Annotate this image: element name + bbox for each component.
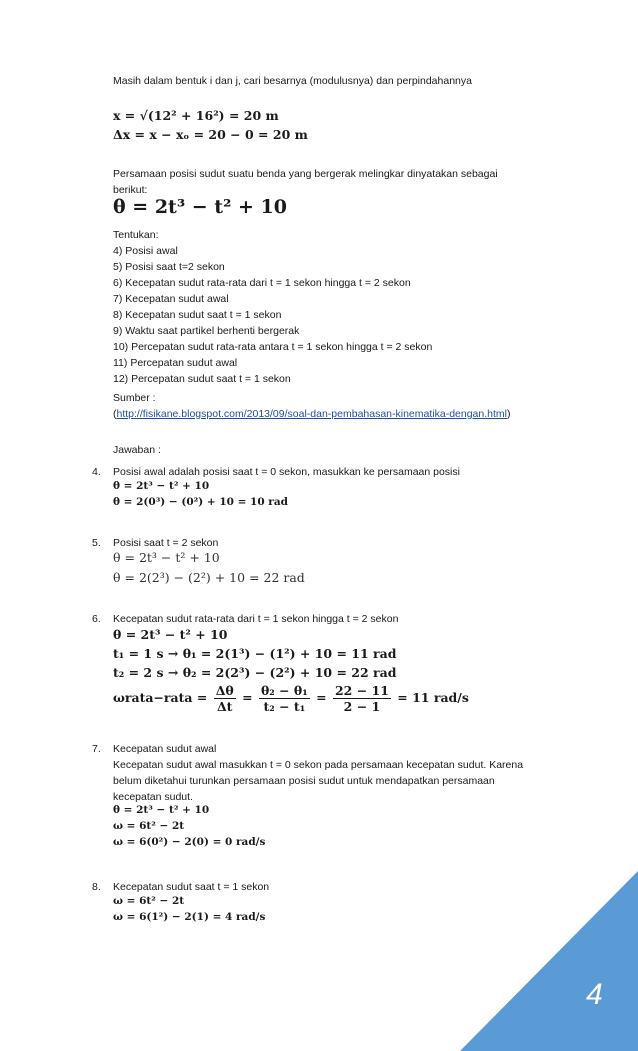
source-link[interactable]: http://fisikane.blogspot.com/2013/09/soal-dan-pembahasan-kinematika-dengan.html: [116, 408, 507, 420]
answer-7-line-2: belum diketahui turunkan persamaan posisi sudut untuk mendapatkan persamaan: [113, 775, 495, 787]
answer-7-eq-1: θ = 2t³ − t² + 10: [113, 804, 210, 816]
problem-equation: θ = 2t³ − t² + 10: [113, 196, 287, 218]
tentukan-label: Tentukan:: [113, 229, 159, 241]
equals-sign: =: [242, 690, 253, 705]
equation-modulus: x = √(12² + 16²) = 20 m: [113, 108, 279, 123]
problem-line-1: Persamaan posisi sudut suatu benda yang bergerak melingkar dinyatakan sebagai: [113, 168, 498, 180]
intro-line: Masih dalam bentuk i dan j, cari besarnya (modulusnya) dan perpindahannya: [113, 75, 472, 87]
answer-5-eq-1: θ = 2t³ − t² + 10: [113, 550, 220, 565]
question-item: 7) Kecepatan sudut awal: [113, 293, 229, 305]
answer-4-eq-1: θ = 2t³ − t² + 10: [113, 480, 210, 492]
answer-8-number: 8.: [92, 881, 101, 893]
question-item: 6) Kecepatan sudut rata-rata dari t = 1 sekon hingga t = 2 sekon: [113, 277, 411, 289]
question-item: 9) Waktu saat partikel berhenti bergerak: [113, 325, 300, 337]
fraction-theta-t: [259, 683, 310, 714]
answer-6-number: 6.: [92, 613, 101, 625]
fraction-denominator: t₂ − t₁: [263, 699, 306, 714]
answer-6-text: Kecepatan sudut rata-rata dari t = 1 sekon hingga t = 2 sekon: [113, 613, 399, 625]
question-item: 12) Percepatan sudut saat t = 1 sekon: [113, 373, 291, 385]
source-label: Sumber :: [113, 392, 156, 404]
answer-5-eq-2: θ = 2(2³) − (2²) + 10 = 22 rad: [113, 570, 305, 585]
answers-heading: Jawaban :: [113, 444, 161, 456]
page-corner-triangle: [460, 871, 638, 1051]
source-paren-close: ): [506, 408, 511, 420]
problem-line-2: berikut:: [113, 184, 148, 196]
answer-5-number: 5.: [92, 537, 101, 549]
question-item: 11) Percepatan sudut awal: [113, 357, 238, 369]
question-item: 4) Posisi awal: [113, 245, 178, 257]
omega-average-lhs: ωrata−rata =: [113, 690, 208, 705]
answer-8-eq-1: ω = 6t² − 2t: [113, 895, 185, 907]
answer-7-number: 7.: [92, 743, 101, 755]
fraction-values: [333, 683, 391, 714]
equation-displacement: Δx = x − xₒ = 20 − 0 = 20 m: [113, 127, 308, 142]
answer-7-eq-2: ω = 6t² − 2t: [113, 820, 185, 832]
fraction-numerator: θ₂ − θ₁: [260, 683, 308, 698]
page-number: 4: [586, 978, 603, 1011]
answer-8-eq-2: ω = 6(1²) − 2(1) = 4 rad/s: [113, 911, 266, 923]
source-citation: [113, 408, 510, 421]
fraction-denominator: Δt: [216, 699, 233, 714]
answer-7-title: Kecepatan sudut awal: [113, 743, 217, 755]
answer-8-text: Kecepatan sudut saat t = 1 sekon: [113, 881, 270, 893]
answer-6-eq-2: t₁ = 1 s → θ₁ = 2(1³) − (1²) + 10 = 11 rad: [113, 646, 397, 661]
question-item: 10) Percepatan sudut rata-rata antara t = 1 sekon hingga t = 2 sekon: [113, 341, 433, 353]
fraction-numerator: 22 − 11: [334, 683, 389, 698]
answer-7-eq-3: ω = 6(0²) − 2(0) = 0 rad/s: [113, 836, 266, 848]
source-paren-open: (: [113, 408, 117, 420]
answer-6-eq-1: θ = 2t³ − t² + 10: [113, 627, 228, 642]
fraction-denominator: 2 − 1: [343, 699, 381, 714]
answer-7-line-3: kecepatan sudut.: [113, 791, 193, 803]
answer-6-average-omega: [113, 683, 469, 714]
omega-average-result: = 11 rad/s: [397, 690, 469, 705]
answer-7-line-1: Kecepatan sudut awal masukkan t = 0 sekon pada persamaan kecepatan sudut. Karena: [113, 759, 524, 771]
equals-sign: =: [316, 690, 327, 705]
question-item: 5) Posisi saat t=2 sekon: [113, 261, 225, 273]
answer-4-eq-2: θ = 2(0³) − (0²) + 10 = 10 rad: [113, 496, 288, 508]
fraction-delta: [214, 683, 236, 714]
answer-4-number: 4.: [92, 466, 101, 478]
question-item: 8) Kecepatan sudut saat t = 1 sekon: [113, 309, 282, 321]
corner-shape: [460, 871, 638, 1051]
fraction-numerator: Δθ: [215, 683, 234, 698]
answer-6-eq-3: t₂ = 2 s → θ₂ = 2(2³) − (2²) + 10 = 22 rad: [113, 665, 397, 680]
answer-5-text: Posisi saat t = 2 sekon: [113, 537, 219, 549]
answer-4-text: Posisi awal adalah posisi saat t = 0 sekon, masukkan ke persamaan posisi: [113, 466, 460, 478]
